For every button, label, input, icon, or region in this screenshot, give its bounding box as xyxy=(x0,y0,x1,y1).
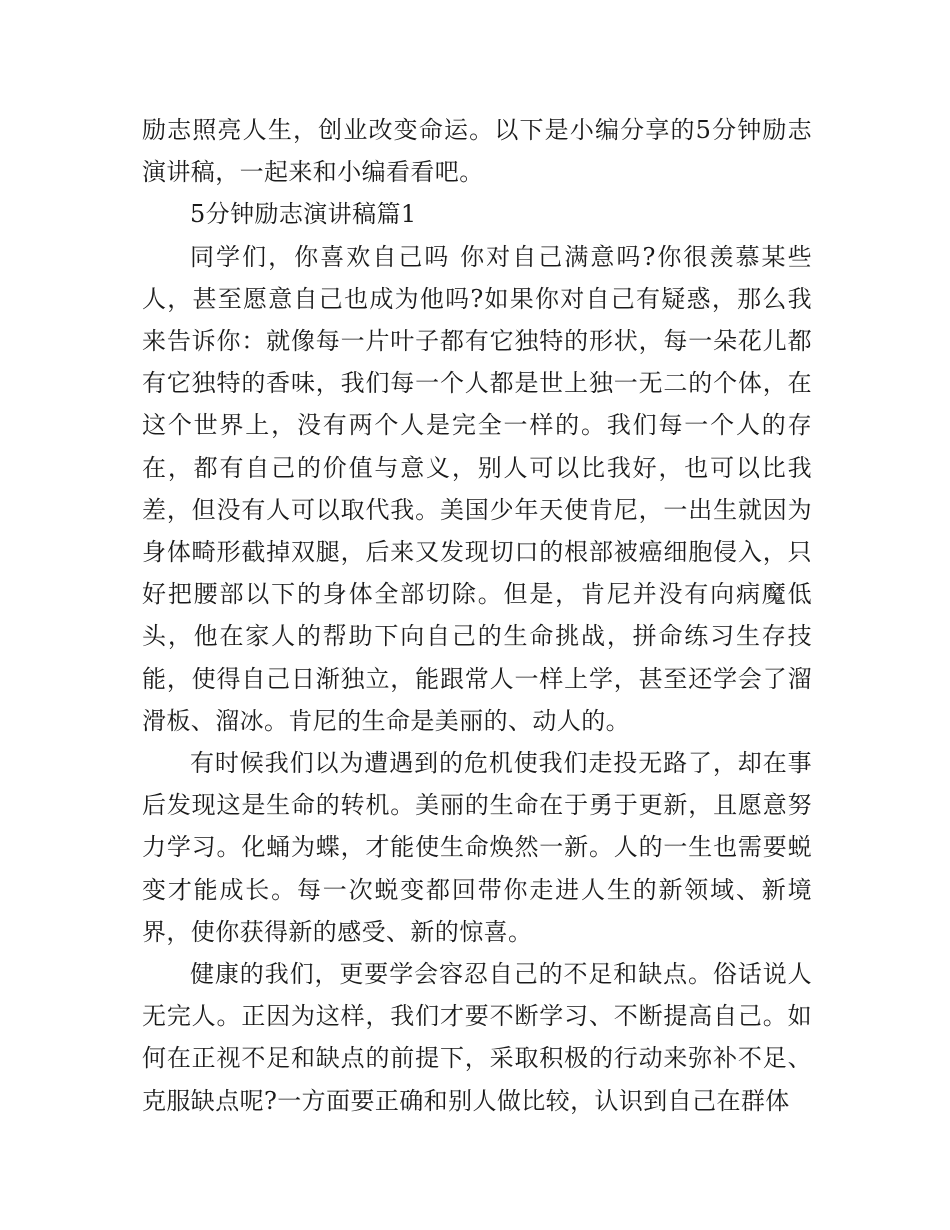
body-paragraph-2: 有时候我们以为遭遇到的危机使我们走投无路了，却在事后发现这是生命的转机。美丽的生命在于勇于更新，且愿意努力学习。化蛹为蝶，才能使生命焕然一新。人的一生也需要蜕变才能成长。每一次蜕变都回带你走进人生的新领域、新境界，使你获得新的感受、新的惊喜。 xyxy=(142,749,812,946)
body-paragraph-1: 同学们，你喜欢自己吗 你对自己满意吗?你很羡慕某些人，甚至愿意自己也成为他吗?如果你对自己有疑惑，那么我来告诉你：就像每一片叶子都有它独特的形状，每一朵花儿都有它独特的香味，我们每一个人都是世上独一无二的个体，在这个世界上，没有两个人是完全一样的。我们每一个人的存在，都有自己的价值与意义，别人可以比我好，也可以比我差，但没有人可以取代我。美国少年天使肯尼，一出生就因为身体畸形截掉双腿，后来又发现切口的根部被癌细胞侵入，只好把腰部以下的身体全部切除。但是，肯尼并没有向病魔低头，他在家人的帮助下向自己的生命挑战，拼命练习生存技能，使得自己日渐独立，能跟常人一样上学，甚至还学会了溜滑板、溜冰。肯尼的生命是美丽的、动人的。 xyxy=(142,242,812,735)
body-paragraph-3: 健康的我们，更要学会容忍自己的不足和缺点。俗话说人无完人。正因为这样，我们才要不断学习、不断提高自己。如何在正视不足和缺点的前提下，采取积极的行动来弥补不足、克服缺点呢?一方面要正确和别人做比较，认识到自己在群体 xyxy=(142,960,812,1115)
intro-paragraph: 励志照亮人生，创业改变命运。以下是小编分享的5分钟励志演讲稿，一起来和小编看看吧。 xyxy=(142,116,812,187)
document-page xyxy=(142,109,812,1122)
section-title: 5分钟励志演讲稿篇1 xyxy=(190,200,417,229)
